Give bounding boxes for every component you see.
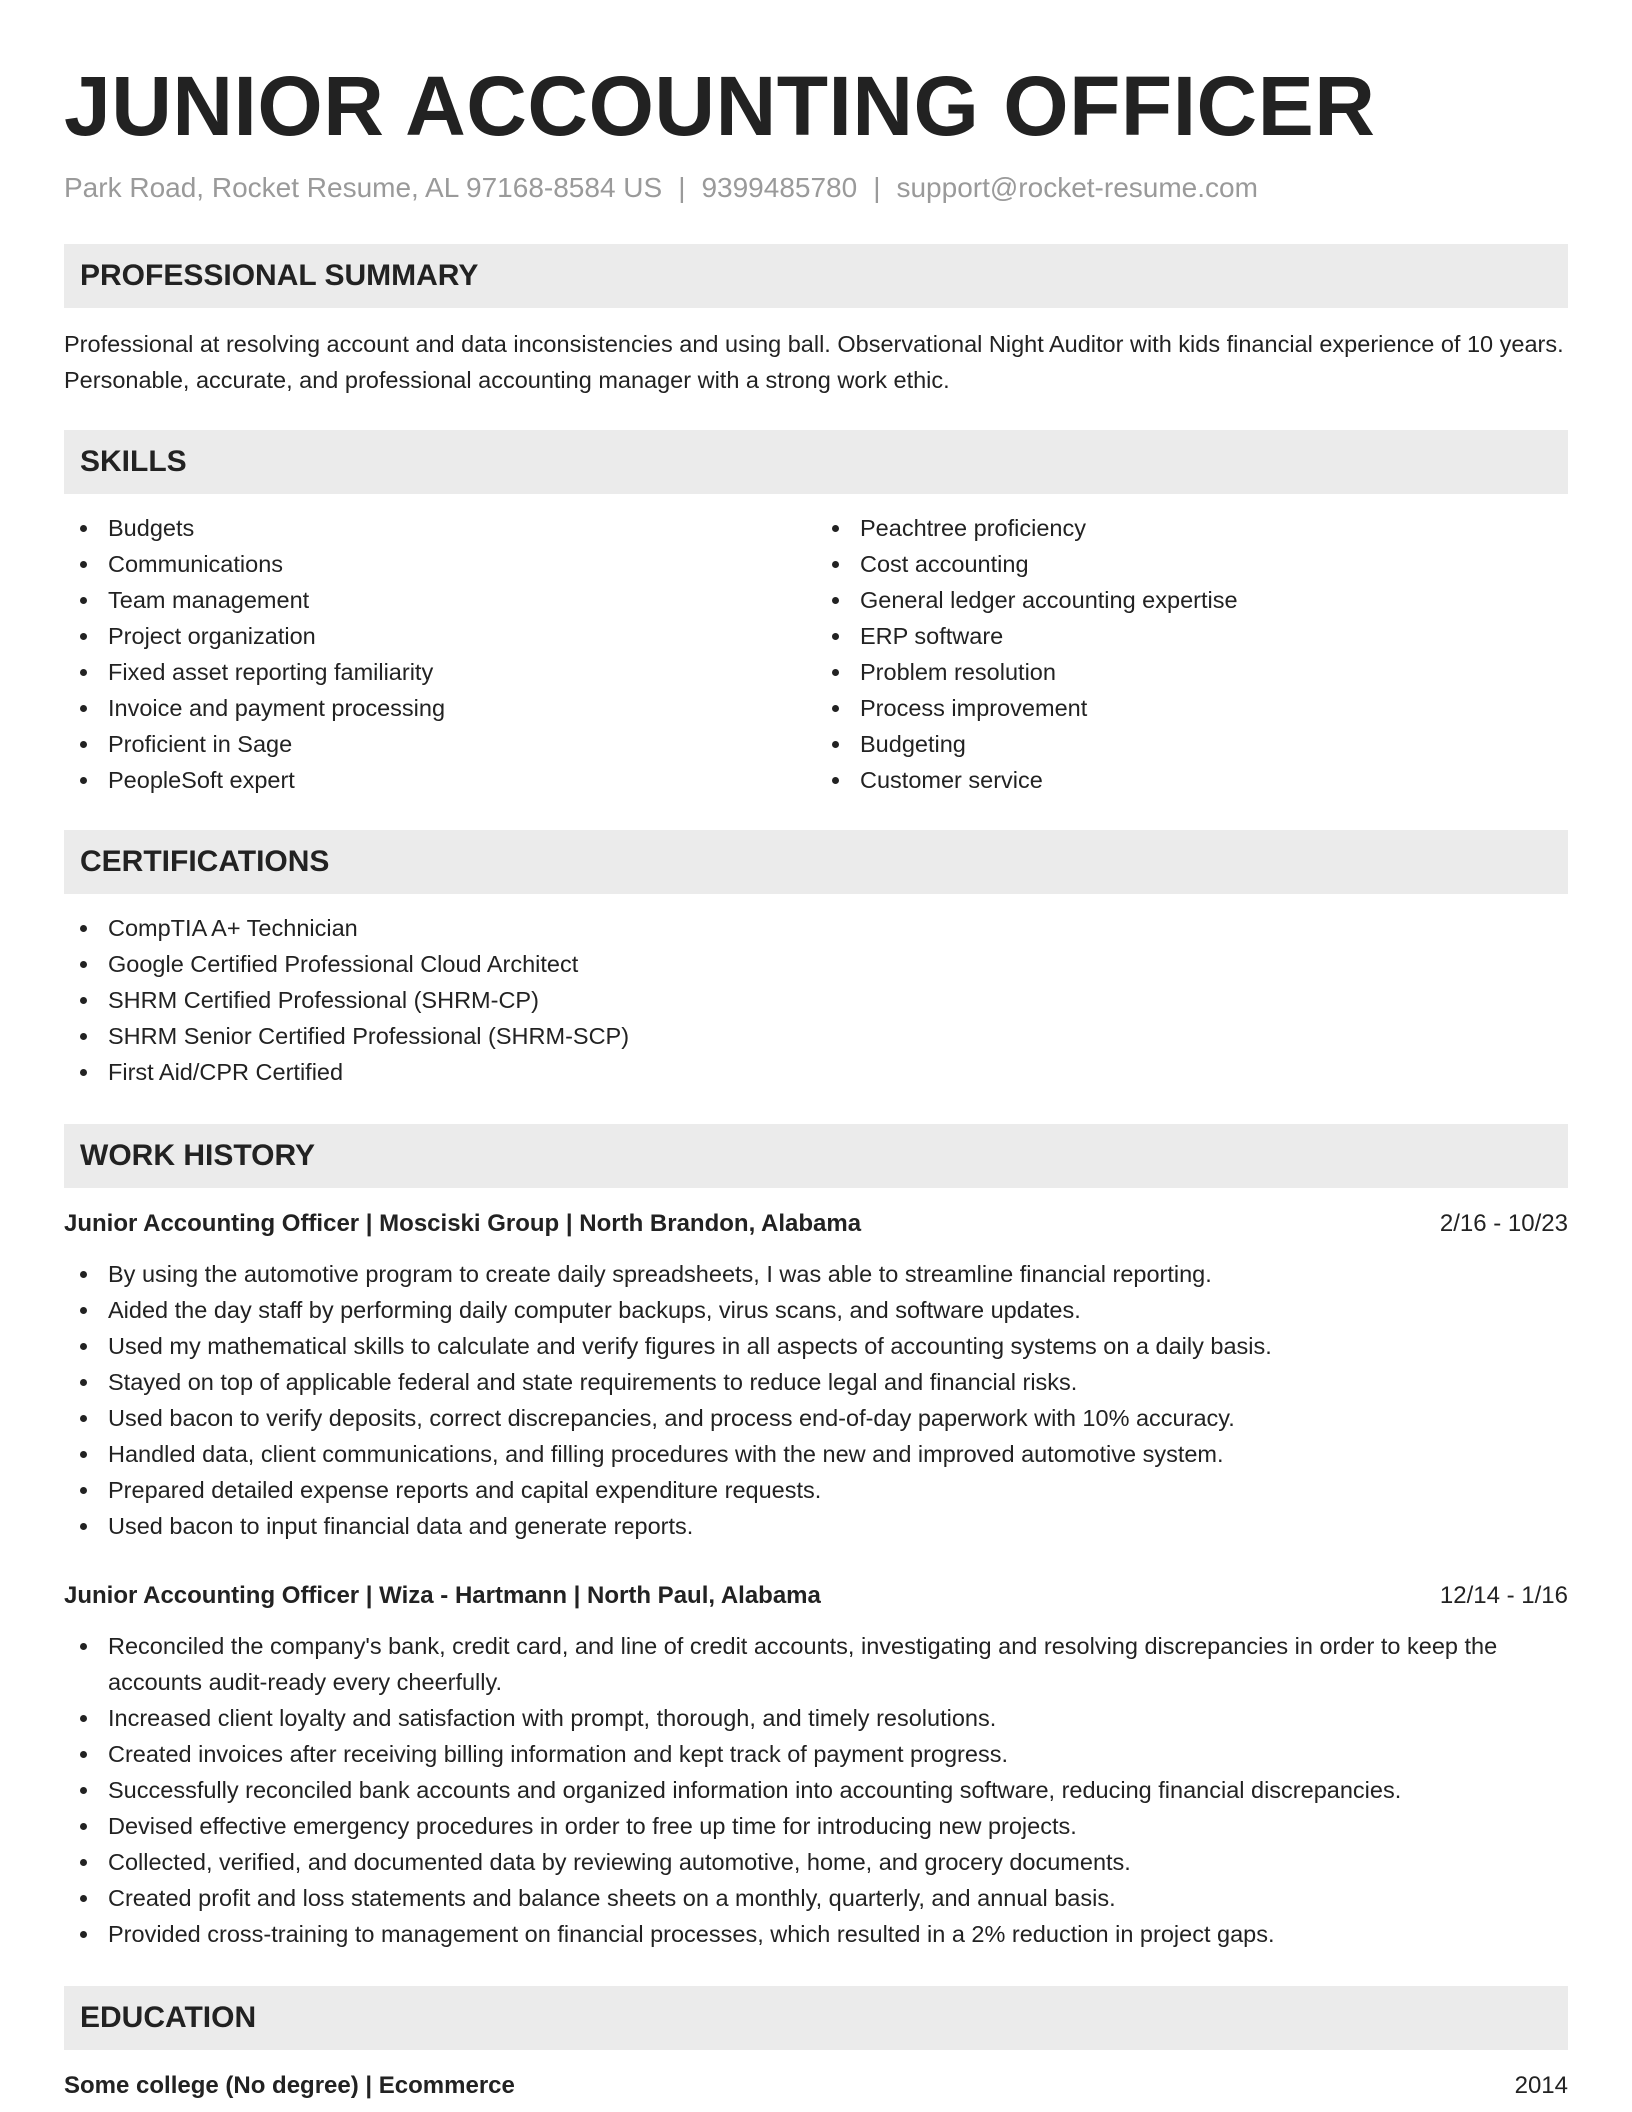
job-bullet: Created invoices after receiving billing information and kept track of payment progress. [64,1736,1568,1772]
email: support@rocket-resume.com [896,172,1258,203]
skill-item: Communications [64,546,816,582]
job-bullet: By using the automotive program to create daily spreadsheets, I was able to streamline financial reporting. [64,1256,1568,1292]
skill-item: Customer service [816,762,1568,798]
certification-item: First Aid/CPR Certified [64,1054,1568,1090]
separator: | [873,172,881,203]
skill-item: Budgets [64,510,816,546]
job-bullet: Handled data, client communications, and filling procedures with the new and improved automotive system. [64,1436,1568,1472]
job-title: Junior Accounting Officer | Mosciski Group | North Brandon, Alabama [64,1210,862,1237]
job-bullet: Used bacon to verify deposits, correct discrepancies, and process end-of-day paperwork with 10% accuracy. [64,1400,1568,1436]
job-entry [64,1578,1568,1952]
certifications-heading: CERTIFICATIONS [64,830,1568,894]
address: Park Road, Rocket Resume, AL 97168-8584 US [64,172,663,203]
job-bullets [64,1256,1568,1544]
job-entry [64,1206,1568,1544]
skill-item: Project organization [64,618,816,654]
skill-item: Invoice and payment processing [64,690,816,726]
job-bullet: Provided cross-training to management on financial processes, which resulted in a 2% reduction in project gaps. [64,1916,1568,1952]
education-heading: EDUCATION [64,1986,1568,2050]
skills-heading: SKILLS [64,430,1568,494]
job-header [64,1578,1568,1614]
job-bullets [64,1628,1568,1952]
resume-name: JUNIOR ACCOUNTING OFFICER [64,59,1376,153]
skill-item: PeopleSoft expert [64,762,816,798]
certification-item: SHRM Senior Certified Professional (SHRM-SCP) [64,1018,1568,1054]
certifications-list [64,910,1568,1090]
skill-item: Fixed asset reporting familiarity [64,654,816,690]
work-history-section [64,1124,1568,1952]
job-bullet: Used my mathematical skills to calculate and verify figures in all aspects of accounting systems on a daily basis. [64,1328,1568,1364]
job-bullet: Increased client loyalty and satisfaction with prompt, thorough, and timely resolutions. [64,1700,1568,1736]
certification-item: SHRM Certified Professional (SHRM-CP) [64,982,1568,1018]
education-entry [64,2068,1568,2104]
certification-item: Google Certified Professional Cloud Architect [64,946,1568,982]
summary-text: Professional at resolving account and data inconsistencies and using ball. Observational Night Auditor with kids financial experience of 10 years. Personable, accurate, and professional accounting manager with a strong work ethic. [64,331,1564,393]
job-dates: 12/14 - 1/16 [1439,1582,1568,1609]
job-bullet: Collected, verified, and documented data by reviewing automotive, home, and grocery documents. [64,1844,1568,1880]
skill-item: Proficient in Sage [64,726,816,762]
job-header [64,1206,1568,1242]
job-bullet: Aided the day staff by performing daily computer backups, virus scans, and software updates. [64,1292,1568,1328]
job-bullet: Reconciled the company's bank, credit card, and line of credit accounts, investigating and resolving discrepancies in order to keep the accounts audit-ready every cheerfully. [64,1628,1568,1700]
education-year: 2014 [1514,2072,1568,2099]
skill-item: General ledger accounting expertise [816,582,1568,618]
certification-item: CompTIA A+ Technician [64,910,1568,946]
skill-item: Budgeting [816,726,1568,762]
summary-heading: PROFESSIONAL SUMMARY [64,244,1568,308]
job-bullet: Created profit and loss statements and balance sheets on a monthly, quarterly, and annual basis. [64,1880,1568,1916]
skill-item: Cost accounting [816,546,1568,582]
skill-item: Team management [64,582,816,618]
job-bullet: Used bacon to input financial data and generate reports. [64,1508,1568,1544]
phone: 9399485780 [701,172,858,203]
job-bullet: Successfully reconciled bank accounts and organized information into accounting software, reducing financial discrepancies. [64,1772,1568,1808]
skill-item: ERP software [816,618,1568,654]
separator: | [678,172,686,203]
education-title: Some college (No degree) | Ecommerce [64,2072,515,2099]
skill-item: Process improvement [816,690,1568,726]
job-bullet: Devised effective emergency procedures in order to free up time for introducing new projects. [64,1808,1568,1844]
job-title: Junior Accounting Officer | Wiza - Hartmann | North Paul, Alabama [64,1582,821,1609]
skill-item: Peachtree proficiency [816,510,1568,546]
skill-item: Problem resolution [816,654,1568,690]
job-bullet: Prepared detailed expense reports and capital expenditure requests. [64,1472,1568,1508]
skills-grid [64,510,1568,798]
contact-line [64,170,1568,206]
job-bullet: Stayed on top of applicable federal and state requirements to reduce legal and financial risks. [64,1364,1568,1400]
work-history-heading: WORK HISTORY [64,1124,1568,1188]
skills-left-list [64,510,816,798]
skills-right-list [816,510,1568,798]
jobs-list [64,1206,1568,1952]
job-dates: 2/16 - 10/23 [1439,1210,1568,1237]
